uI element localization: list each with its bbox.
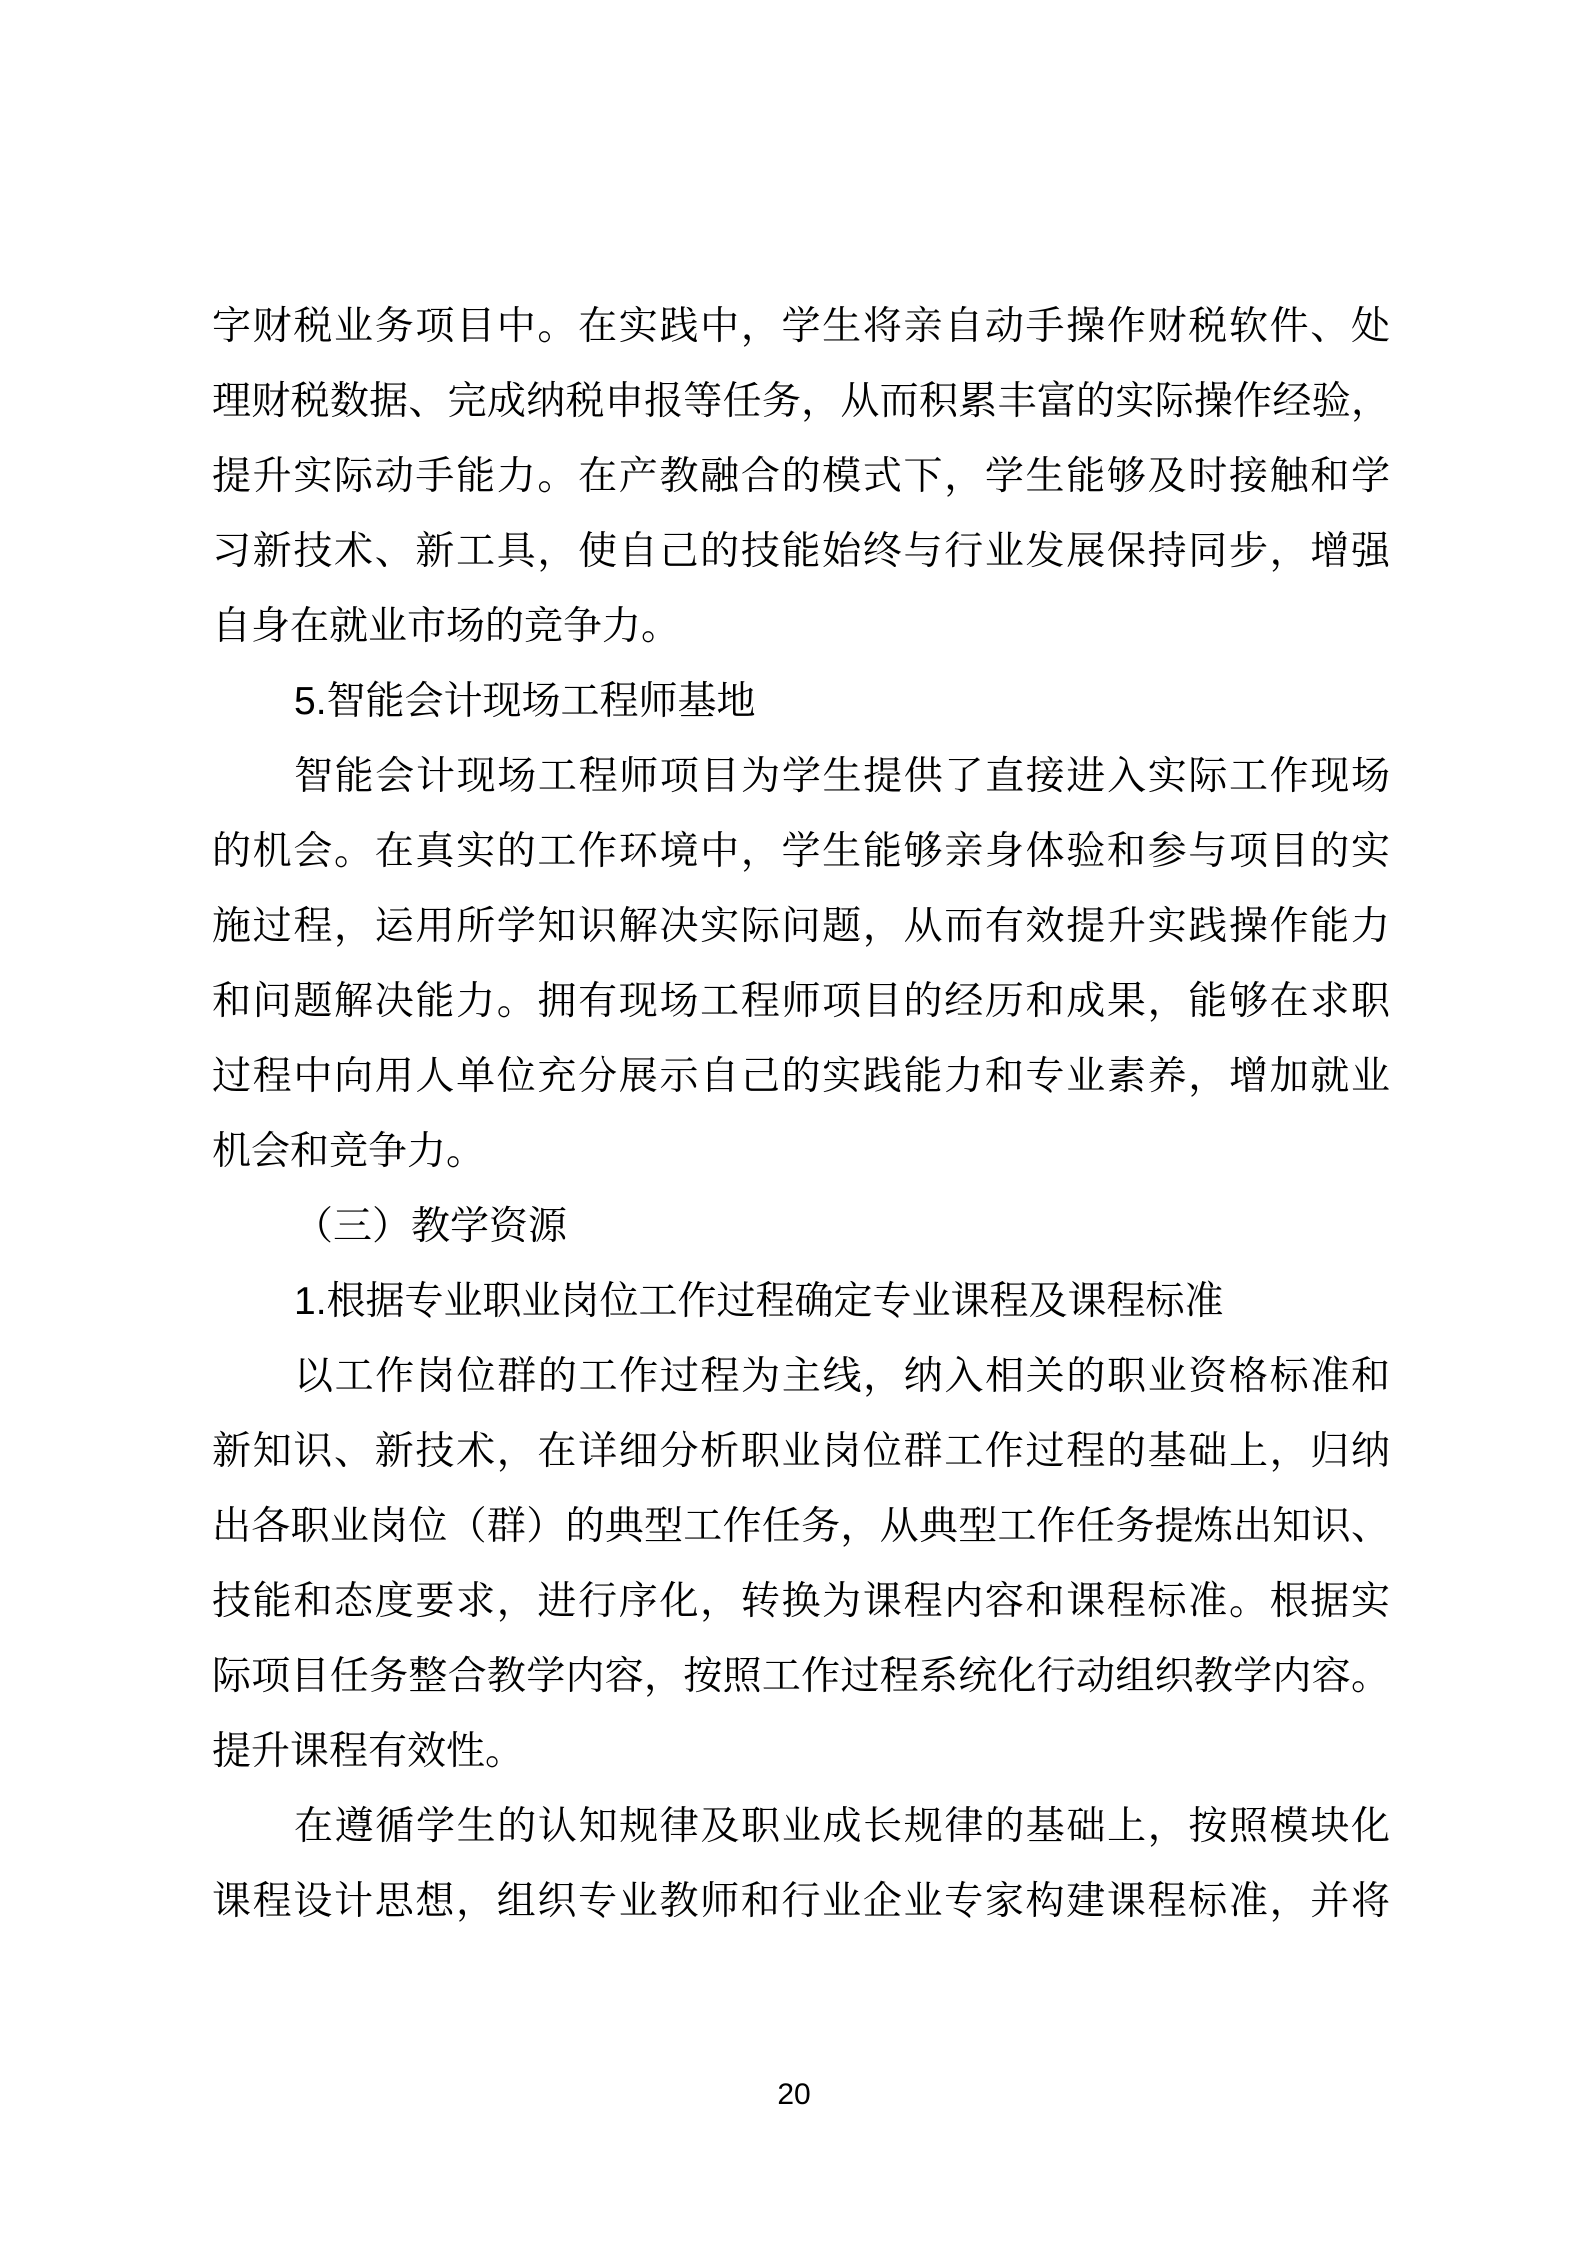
text-line: 在遵循学生的认知规律及职业成长规律的基础上，按照模块化 — [294, 1805, 1390, 1848]
text-line: 5.智能会计现场工程师基地 — [294, 680, 756, 723]
text-line: 理财税数据、完成纳税申报等任务，从而积累丰富的实际操作经验， — [212, 380, 1390, 423]
text-line: 1.根据专业职业岗位工作过程确定专业课程及课程标准 — [294, 1280, 1224, 1323]
text-line: 技能和态度要求，进行序化，转换为课程内容和课程标准。根据实 — [212, 1580, 1390, 1623]
text-line: 的机会。在真实的工作环境中，学生能够亲身体验和参与项目的实 — [212, 830, 1390, 873]
text-line: 字财税业务项目中。在实践中，学生将亲自动手操作财税软件、处 — [212, 305, 1390, 348]
text-line: 智能会计现场工程师项目为学生提供了直接进入实际工作现场 — [294, 755, 1390, 798]
body-text — [212, 289, 1390, 1939]
text-line: 习新技术、新工具，使自己的技能始终与行业发展保持同步，增强 — [212, 530, 1390, 573]
text-line: 新知识、新技术，在详细分析职业岗位群工作过程的基础上，归纳 — [212, 1430, 1390, 1473]
text-line: （三）教学资源 — [294, 1205, 568, 1248]
text-line: 自身在就业市场的竞争力。 — [212, 605, 681, 648]
text-line: 机会和竞争力。 — [212, 1130, 486, 1173]
text-line: 以工作岗位群的工作过程为主线，纳入相关的职业资格标准和 — [294, 1355, 1390, 1398]
text-line: 提升课程有效性。 — [212, 1730, 525, 1773]
page-footer — [0, 2075, 1588, 2115]
text-line: 和问题解决能力。拥有现场工程师项目的经历和成果，能够在求职 — [212, 980, 1390, 1023]
page-number: 20 — [777, 2078, 811, 2111]
text-line: 出各职业岗位（群）的典型工作任务，从典型工作任务提炼出知识、 — [212, 1505, 1390, 1548]
text-line: 课程设计思想，组织专业教师和行业企业专家构建课程标准，并将 — [212, 1880, 1390, 1923]
text-line: 过程中向用人单位充分展示自己的实践能力和专业素养，增加就业 — [212, 1055, 1390, 1098]
text-line: 际项目任务整合教学内容，按照工作过程系统化行动组织教学内容。 — [212, 1655, 1390, 1698]
text-line: 施过程，运用所学知识解决实际问题，从而有效提升实践操作能力 — [212, 905, 1390, 948]
text-line: 提升实际动手能力。在产教融合的模式下，学生能够及时接触和学 — [212, 455, 1390, 498]
